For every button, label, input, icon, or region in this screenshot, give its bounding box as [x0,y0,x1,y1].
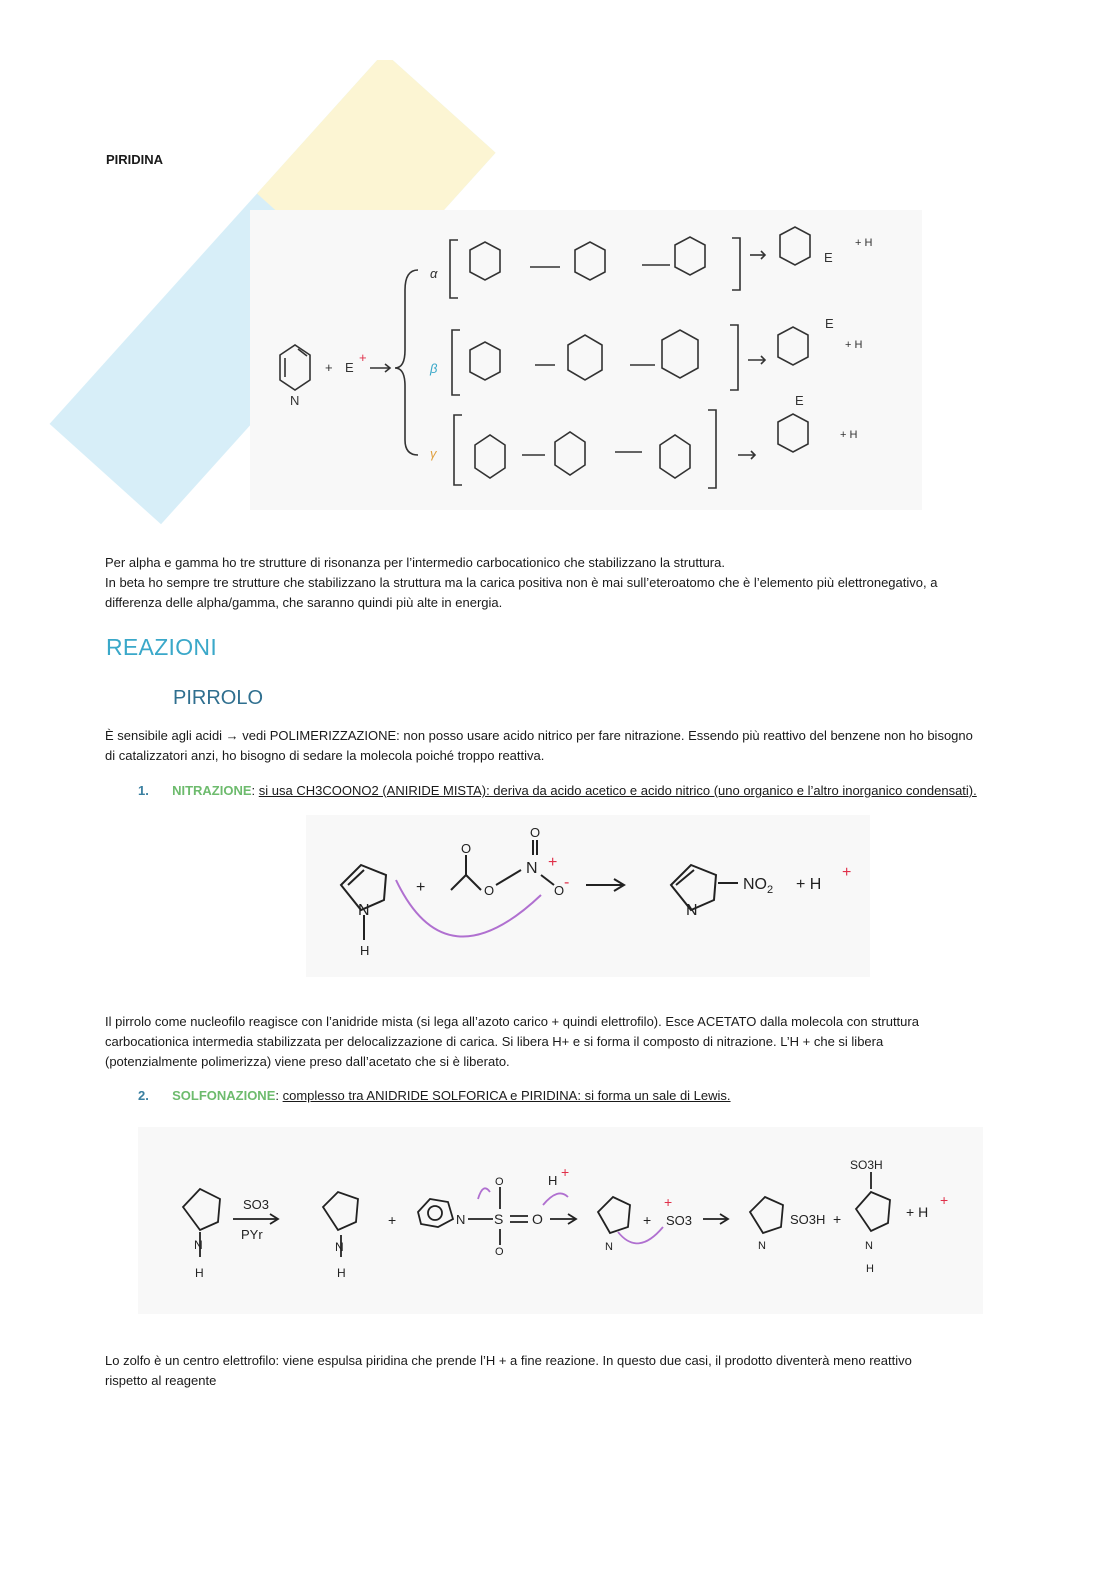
piridina-line-3: differenza delle alpha/gamma, che saranno quindi più alte in energia. [105,595,503,610]
pyrrole-start-ring [183,1189,220,1230]
product-b-so3h: SO3H [850,1158,883,1172]
product-n: N [686,902,698,919]
nitrazione-line-3: (potenzialmente polimerizza) viene preso dall’acetato che si è liberato. [105,1054,510,1069]
nitrazione-line-2: carbocationica intermedia stabilizzata per delocalizzazione di carica. Si libera H+ e si forma il composto di nitrazione. L’H + che si libera [105,1034,884,1049]
list-item-solfonazione [138,1086,1018,1106]
solfonazione-explanation [105,1351,1015,1391]
sulfur-o-right: O [532,1211,543,1227]
keyword-nitrazione: NITRAZIONE [172,783,252,798]
free-so3: SO3 [666,1213,693,1228]
list-number: 2. [138,1088,149,1103]
ester-o: O [484,883,495,898]
nitro-n: N [526,860,538,877]
sulfonation-scheme [138,1127,983,1314]
separator: : [275,1088,283,1103]
separator: : [251,783,259,798]
pirrolo-intro-line-2: di catalizzatori anzi, ho bisogno di sedare la molecola poiché troppo reattiva. [105,748,545,763]
final-plus-h: + H [906,1204,929,1220]
pyridine-substitution-scheme [250,210,922,510]
branch-gamma-label: γ [430,446,437,461]
piridina-line-1: Per alpha e gamma ho tre strutture di risonanza per l’intermedio carbocationico che stabilizzano la struttura. [105,555,725,570]
product-so3h: SO3H [790,1212,826,1227]
list-item-nitrazione [138,781,1018,801]
proton-charge: + [561,1164,570,1180]
reagent-pyr: PYr [241,1227,263,1242]
mid-n: N [335,1240,344,1254]
sulfur-atom: S [494,1211,504,1227]
product-no2: $NO_2$ [743,876,774,896]
subsection-title-pirrolo: PIRROLO [173,687,264,709]
final-charge: + [940,1192,949,1208]
pirrolo-intro [105,726,1015,766]
product-plus-h: + H [796,876,822,893]
electrophile-label: E [345,360,354,375]
proton-h: H [548,1173,558,1188]
product-n: N [758,1240,766,1252]
product-b-h: H [866,1263,874,1275]
start-n: N [194,1238,203,1252]
branch-alpha-label: α [430,266,438,281]
pyridinium-n: N [456,1212,466,1227]
reactant-n-label: N [290,393,300,408]
proton-charge: + [842,864,852,881]
nitro-o-charge: - [564,874,570,891]
pyrrole-n: N [358,902,370,919]
nitro-n-charge: + [548,854,558,871]
nitro-o-top: O [530,825,541,840]
gamma-product-e: E [795,393,804,408]
pyridine-ring [418,1199,453,1227]
nitration-scheme [306,815,870,977]
plus-sign: + [325,360,333,375]
plus-sign: + [416,879,426,896]
plus-sign-2: + [643,1212,652,1228]
start-h: H [195,1266,204,1280]
solfonazione-description: complesso tra ANIDRIDE SOLFORICA e PIRIDINA: si forma un sale di Lewis. [282,1088,731,1103]
sulfur-o-top: O [495,1176,504,1188]
complex-n: N [605,1241,613,1253]
beta-product-h: + H [845,339,863,351]
mid-h: H [337,1266,346,1280]
keyword-solfonazione: SOLFONAZIONE [172,1088,276,1103]
pyrrole-h: H [360,943,370,958]
gamma-product-h: + H [840,429,858,441]
branch-beta-label: β [430,361,438,376]
nitro-o-minus: O [554,883,565,898]
product-b-n: N [865,1240,873,1252]
section-title-reazioni: REAZIONI [106,634,218,660]
alpha-product-h: + H [855,237,873,249]
nitrazione-explanation [105,1012,1015,1072]
piridina-explanation [105,553,1005,613]
solfonazione-line-2: rispetto al reagente [105,1373,217,1388]
piridina-line-2: In beta ho sempre tre strutture che stabilizzano la struttura ma la carica positiva non è mai sull’eteroatomo che è l’elemento più elettronegativo, a [105,575,938,590]
so3-charge: + [664,1194,673,1210]
nitrazione-line-1: Il pirrolo come nucleofilo reagisce con l’anidride mista (si lega all’azoto carico + quindi elettrofilo). Esce ACETATO dalla molecola con struttura [105,1014,919,1029]
solfonazione-line-1: Lo zolfo è un centro elettrofilo: viene espulsa piridina che prende l’H + a fine reazione. In questo due casi, il prodotto diventerà meno reattivo [105,1353,912,1368]
section-title-piridina: PIRIDINA [106,152,164,167]
sulfur-o-bottom: O [495,1246,504,1258]
pirrolo-intro-line-1: È sensibile agli acidi → vedi POLIMERIZZAZIONE: non posso usare acido nitrico per fare nitrazione. Essendo più reattivo del benzene non ho bisogno [105,728,973,743]
plus-sign-3: + [833,1211,842,1227]
nitrazione-description: si usa CH3COONO2 (ANIRIDE MISTA): deriva da acido acetico e acido nitrico (uno organico e l’altro inorganico condensati). [258,783,977,798]
reagent-so3: SO3 [243,1197,270,1212]
beta-product-e: E [825,316,834,331]
alpha-product-e: E [824,250,833,265]
list-number: 1. [138,783,149,798]
plus-sign-1: + [388,1212,397,1228]
carbonyl-o: O [461,841,472,856]
electrophile-charge: + [359,350,367,365]
